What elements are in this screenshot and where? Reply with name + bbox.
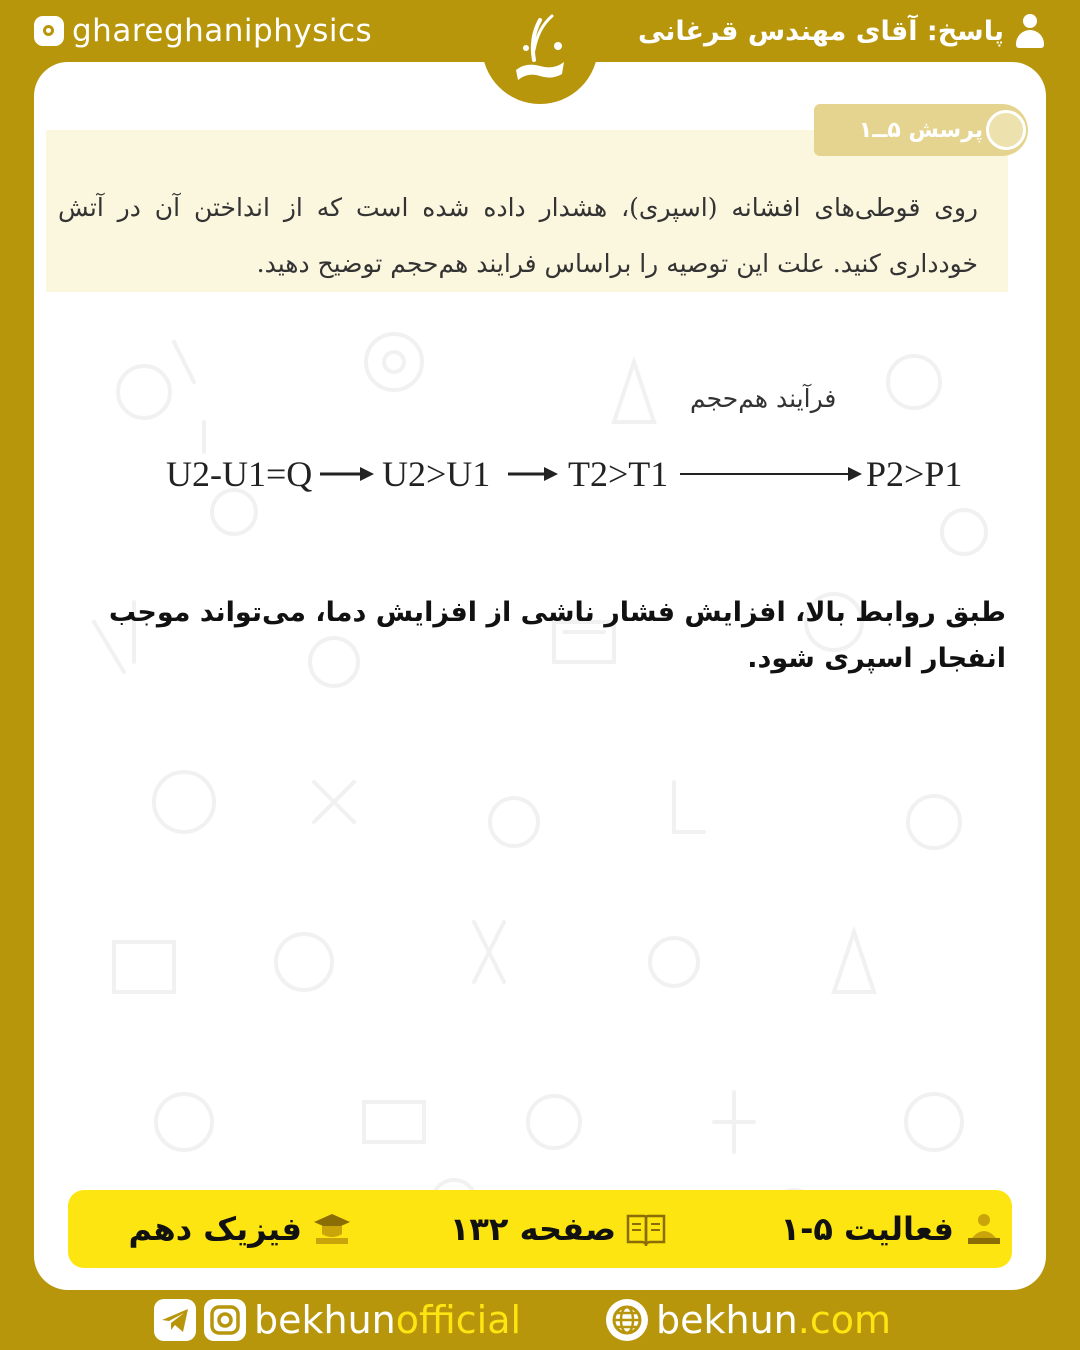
instagram-handle[interactable] [34,12,372,50]
answer-text: طبق روابط بالا، افزایش فشار ناشی از افزایش دما، می‌تواند موجب انفجار اسپری شود. [108,597,1006,674]
book-icon [626,1212,666,1246]
social-handle-text [254,1298,521,1342]
process-label: فرآیند هم‌حجم [690,384,837,413]
website-link[interactable] [606,1294,891,1346]
formula-term-3: T2>T1 [568,454,669,494]
graduation-cap-icon [312,1212,352,1246]
teacher-icon [964,1212,1004,1246]
activity-text: فعالیت ۵-۱ [780,1210,954,1248]
website-text [656,1298,891,1342]
site-prefix: bekhun [656,1298,798,1342]
question-label-circle [986,110,1026,150]
globe-icon [606,1299,648,1341]
site-suffix: .com [797,1298,892,1342]
page-item [450,1190,666,1268]
arrow-2-head [544,467,558,481]
activity-item [781,1190,1004,1268]
bekhun-logo [496,6,584,94]
formula-chain [160,378,980,508]
user-icon [1014,14,1046,48]
answer-author-text: پاسخ: آقای مهندس قرغانی [637,15,1004,47]
social-handle[interactable] [154,1294,521,1346]
page-text: صفحه ۱۳۲ [449,1210,616,1248]
answer-author [638,10,1046,52]
formula-term-4: P2>P1 [866,454,963,494]
subject-text: فیزیک دهم [128,1210,302,1248]
formula-term-1: U2-U1=Q [166,454,313,494]
footer [0,1290,1080,1350]
telegram-icon [154,1299,196,1341]
arrow-1-head [360,467,374,481]
formula-term-2: U2>U1 [382,454,491,494]
arrow-3-head [848,467,862,481]
question-text: روی قوطی‌های افشانه (اسپری)، هشدار داده شده است که از انداختن آن در آتش خودداری کنید. علت این توصیه را براساس فرایند هم‌حجم توضیح دهید. [58,193,978,278]
social-prefix: bekhun [254,1298,396,1342]
question-label-text: پرسش ۵ــ۱ [858,117,984,143]
subject-item [128,1190,352,1268]
social-suffix: official [395,1298,522,1342]
info-bar [68,1190,1012,1268]
instagram-handle-text: ghareghaniphysics [72,13,373,49]
instagram-footer-icon [204,1299,246,1341]
instagram-icon [34,16,64,46]
